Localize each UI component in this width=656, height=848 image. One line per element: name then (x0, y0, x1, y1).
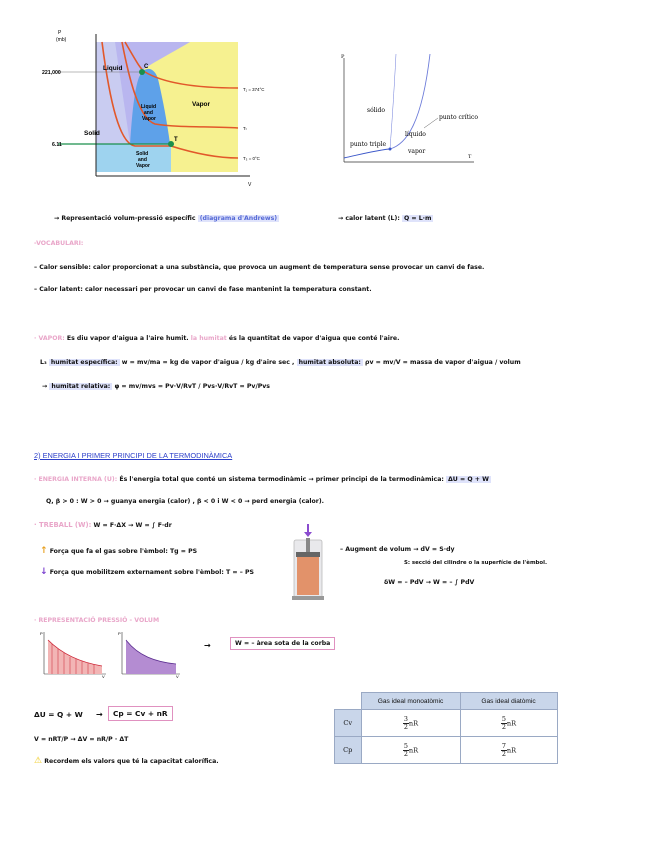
andrews-label: (diagrama d'Andrews) (199, 215, 278, 222)
gas-force-line (40, 546, 197, 556)
triple-point-dot (389, 148, 392, 151)
section-2-title: 2) ENERGIA I PRIMER PRINCIPI DE LA TERMODINÀMICA (34, 451, 233, 460)
arrow-marker: → (42, 383, 48, 390)
table-row-cv (335, 710, 558, 737)
header-monoatomic: Gas ideal monoatòmic (361, 693, 460, 710)
internal-energy-line (34, 476, 491, 483)
area-box: W = – àrea sota de la corba (230, 637, 335, 650)
sol-vap-label-1: Solid (136, 151, 149, 157)
cylinder-base (292, 596, 324, 600)
work-line (34, 521, 172, 529)
solid-label: Solid (84, 130, 100, 137)
reminder-text: Recordem els valors que té la capacitat calorífica. (44, 758, 219, 765)
internal-energy-tag: · ENERGIA INTERNA (U): (34, 476, 118, 483)
latent-heat-line (338, 215, 433, 222)
absolute-humidity-formula: ρv = mv/V = massa de vapor d'aigua / volum (365, 359, 521, 366)
table-row-cp (335, 737, 558, 764)
sublimation-curve (344, 149, 390, 158)
mayer-relation: Cp = Cv + nR (108, 706, 173, 721)
andrews-text: → Representació volum-pressió específic (54, 215, 196, 222)
humidity-line-1 (34, 335, 399, 342)
ideal-gas-eq: V = nRT/P → ΔV = nR/P · ΔT (34, 736, 129, 743)
ext-force-text: Força que mobilitzem externament sobre l'èmbol: T = – PS (49, 569, 254, 576)
humidity-line-2 (40, 359, 521, 366)
work-tag: · TREBALL (W): (34, 521, 92, 529)
sol-vap-label-2: and (138, 157, 147, 163)
cell-cv-mono: $\frac{3}{2}$ nR (361, 710, 460, 737)
pt-y-label: P (341, 54, 345, 60)
pv-left-y: P (40, 631, 43, 636)
table-corner (335, 693, 362, 710)
vapor-tag: · VAPOR: (34, 335, 65, 342)
x-axis-label: V (248, 182, 252, 188)
first-law-arrow: → (96, 710, 103, 719)
critical-point-label: C (144, 64, 149, 70)
pv-right-area (126, 640, 176, 674)
liquid-text: líquido (405, 131, 426, 138)
ext-force-line (40, 567, 254, 577)
down-arrow-icon: ↓ (40, 567, 48, 577)
energy-sign-line: Q, β > 0 : W > 0 → guanya energia (calor) , β < 0 i W < 0 → perd energia (calor). (46, 498, 325, 505)
vocab-sensible: – Calor sensible: calor proporcionat a una substància, que provoca un augment de temperatura sense provocar un canvi de fase. (34, 264, 485, 271)
cv-di-frac: $\frac{5}{2}$ (501, 714, 506, 731)
pt-x-label: T (468, 154, 472, 160)
area-arrow: → (204, 641, 211, 650)
critical-pointer (424, 118, 438, 128)
pv-left-x: V (102, 674, 105, 678)
reminder-line (34, 756, 219, 766)
sol-vap-label-3: Vapor (136, 163, 150, 169)
table-header-row (335, 693, 558, 710)
vocab-latent: – Calor latent: calor necessari per provocar un canvi de fase mantenint la temperatura constant. (34, 286, 372, 293)
piston-rod (306, 538, 310, 554)
liq-vap-label-1: Liquid (141, 104, 156, 110)
vocab-title: -VOCABULARI: (34, 240, 84, 247)
y-axis-label: P (58, 30, 62, 36)
cv-mono-frac: $\frac{3}{2}$ (403, 714, 408, 731)
cp-mono-frac: $\frac{5}{2}$ (403, 741, 408, 758)
humidity-tag: la humitat (190, 335, 227, 342)
up-arrow-icon: ↑ (40, 546, 48, 556)
work-integral: δW = – PdV → W = – ∫ PdV (384, 579, 475, 586)
y-axis-unit: (mb) (56, 37, 67, 43)
liq-vap-label-2: and (144, 110, 153, 116)
pv-right-y: P (118, 631, 121, 636)
cp-di-frac: $\frac{7}{2}$ (501, 741, 506, 758)
cell-cv-di: $\frac{5}{2}$ nR (460, 710, 557, 737)
note-line-1 (54, 215, 279, 222)
volume-increase: – Augment de volum → dV = S·dy (340, 546, 455, 553)
andrews-diagram (40, 24, 270, 190)
humidity-line-3 (42, 383, 270, 390)
isotherm-mid-label: Tₜ (243, 126, 247, 131)
relative-humidity-tag: humitat relativa: (51, 383, 111, 390)
humidity-def: és la quantitat de vapor d'aigua que conté l'aire. (228, 335, 400, 342)
pv-graph-right (116, 630, 182, 678)
isotherm-0-label: T₃ = 0°C (243, 156, 260, 161)
first-law-formula: ΔU = Q + W (448, 476, 489, 483)
isotherm-374-label: T₁ = 374°C (243, 87, 265, 92)
vapor-text: vapor (408, 148, 426, 155)
vapor-def: Es diu vapor d'aigua a l'aire humit. (66, 335, 189, 342)
warning-icon: ⚠ (34, 756, 43, 766)
specific-humidity-tag: humitat específica: (50, 359, 118, 366)
relative-humidity-formula: φ = mv/mvs = Pv·V/RvT / Pvs·V/RvT = Pv/Pvs (114, 383, 270, 390)
work-formula: W = F·ΔX → W = ∫ F·dr (93, 522, 172, 529)
section-note: S: secció del cilindre o la superfície de l'èmbol. (404, 560, 548, 566)
triple-point-label: T (174, 137, 178, 143)
gas-force-text: Força que fa el gas sobre l'èmbol: Tg = PS (49, 548, 198, 555)
cell-cp-mono: $\frac{5}{2}$ nR (361, 737, 460, 764)
pt-phase-diagram (332, 52, 482, 172)
internal-energy-def: És l'energia total que conté un sistema termodinàmic → primer principi de la termodinàmica: (119, 476, 444, 483)
pv-graph-left (38, 630, 108, 678)
first-law-eq: ΔU = Q + W (34, 710, 83, 719)
piston-arrow-head (304, 532, 312, 537)
liquid-label: Liquid (103, 65, 123, 72)
cell-cp-di: $\frac{7}{2}$ nR (460, 737, 557, 764)
vapor-label: Vapor (192, 101, 211, 108)
piston-head (296, 552, 320, 557)
row-label-cv: Cv (335, 710, 362, 737)
solid-vapor-region (96, 144, 171, 172)
latent-heat-text: → calor latent (L): (338, 215, 400, 222)
header-diatomic: Gas ideal diatòmic (460, 693, 557, 710)
pv-representation-title: · REPRESENTACIÓ PRESSIÓ - VOLUM (34, 617, 160, 624)
critical-text: punto crítico (439, 114, 478, 121)
pv-right-x: V (176, 674, 179, 678)
solid-text: sólido (367, 107, 385, 114)
y-tick-high: 221,000 (42, 70, 61, 76)
y-tick-low: 6.11 (52, 142, 62, 148)
specific-humidity-formula: w = mv/ma = kg de vapor d'aigua / kg d'aire sec , (121, 359, 295, 366)
gas-volume (297, 557, 319, 595)
latent-heat-formula: Q = L·m (403, 215, 432, 222)
piston-illustration (288, 522, 328, 602)
triple-text: punto triple (350, 141, 387, 148)
absolute-humidity-tag: humitat absoluta: (298, 359, 361, 366)
liq-vap-label-3: Vapor (142, 116, 156, 122)
fusion-curve (390, 54, 396, 149)
heat-capacity-table (334, 692, 558, 764)
row-label-cp: Cp (335, 737, 362, 764)
sub-marker: L₃ (40, 359, 47, 366)
